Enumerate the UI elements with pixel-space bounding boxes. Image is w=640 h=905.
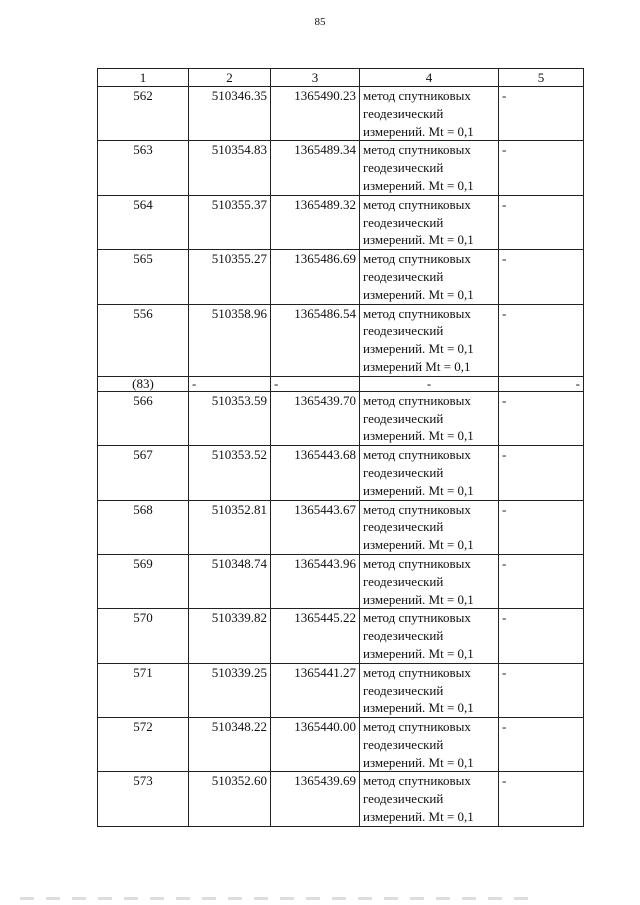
method-line: геодезический: [363, 736, 444, 752]
header-col-5: 5: [499, 69, 584, 87]
method-line: измерений. Mt = 0,1: [363, 232, 474, 248]
method-cell: [360, 87, 499, 141]
coord-x: 510352.60: [189, 772, 271, 826]
table-header: [98, 69, 584, 87]
method-cell: [360, 500, 499, 554]
table-row: [98, 304, 584, 376]
table-row: [98, 500, 584, 554]
coord-y: 1365439.69: [271, 772, 360, 826]
method-line: геодезический: [363, 791, 444, 807]
point-number: 566: [98, 391, 189, 445]
header-col-4: 4: [360, 69, 499, 87]
note-cell: -: [499, 141, 584, 195]
method-line: метод спутниковых: [363, 142, 471, 158]
method-line: геодезический: [363, 410, 444, 426]
note-cell: -: [499, 195, 584, 249]
point-number: 556: [98, 304, 189, 376]
table-row: [98, 195, 584, 249]
note-cell: -: [499, 391, 584, 445]
header-col-2: 2: [189, 69, 271, 87]
coord-x: 510348.22: [189, 718, 271, 772]
table-row: [98, 718, 584, 772]
method-line: метод спутниковых: [363, 719, 471, 735]
method-line: измерений. Mt = 0,1: [363, 428, 474, 444]
method-line: измерений. Mt = 0,1: [363, 177, 474, 193]
coord-x: 510353.52: [189, 446, 271, 500]
coord-x: -: [189, 376, 271, 391]
method-cell: [360, 195, 499, 249]
note-cell: -: [499, 718, 584, 772]
method-line: измерений. Mt = 0,1: [363, 754, 474, 770]
table-row: [98, 609, 584, 663]
method-line: метод спутниковых: [363, 305, 471, 321]
coordinates-table: [97, 68, 584, 827]
method-line: измерений. Mt = 0,1: [363, 809, 474, 825]
method-line: метод спутниковых: [363, 251, 471, 267]
coord-x: 510339.82: [189, 609, 271, 663]
method-cell: [360, 554, 499, 608]
method-line: измерений. Mt = 0,1: [363, 286, 474, 302]
header-col-1: 1: [98, 69, 189, 87]
method-line: метод спутниковых: [363, 88, 471, 103]
method-line: геодезический: [363, 160, 444, 176]
method-line: метод спутниковых: [363, 392, 471, 408]
coord-x: 510358.96: [189, 304, 271, 376]
note-cell: -: [499, 304, 584, 376]
note-cell: -: [499, 376, 584, 391]
point-number: 572: [98, 718, 189, 772]
method-line: геодезический: [363, 519, 444, 535]
table-row: [98, 554, 584, 608]
method-line: метод спутниковых: [363, 196, 471, 212]
table-body: [98, 87, 584, 827]
coord-x: 510346.35: [189, 87, 271, 141]
point-number: 565: [98, 250, 189, 304]
coord-y: 1365486.54: [271, 304, 360, 376]
header-row: [98, 69, 584, 87]
method-cell: [360, 663, 499, 717]
table-row: [98, 141, 584, 195]
method-line: метод спутниковых: [363, 555, 471, 571]
method-line: метод спутниковых: [363, 610, 471, 626]
coord-y: 1365439.70: [271, 391, 360, 445]
method-line: метод спутниковых: [363, 447, 471, 463]
point-number: 567: [98, 446, 189, 500]
point-number: 563: [98, 141, 189, 195]
coord-y: 1365486.69: [271, 250, 360, 304]
coord-x: 510355.37: [189, 195, 271, 249]
table-row: [98, 250, 584, 304]
table-row: [98, 663, 584, 717]
note-cell: -: [499, 663, 584, 717]
point-number: 562: [98, 87, 189, 141]
coord-y: 1365441.27: [271, 663, 360, 717]
method-line: измерений. Mt = 0,1: [363, 123, 474, 139]
note-cell: -: [499, 500, 584, 554]
method-line: измерений. Mt = 0,1: [363, 591, 474, 607]
method-cell: [360, 772, 499, 826]
coord-x: 510339.25: [189, 663, 271, 717]
header-col-3: 3: [271, 69, 360, 87]
coord-x: 510348.74: [189, 554, 271, 608]
table-row: [98, 446, 584, 500]
coord-x: 510353.59: [189, 391, 271, 445]
table-row: [98, 391, 584, 445]
coord-y: -: [271, 376, 360, 391]
method-line: метод спутниковых: [363, 773, 471, 789]
method-cell: [360, 391, 499, 445]
method-line: геодезический: [363, 464, 444, 480]
coord-y: 1365440.00: [271, 718, 360, 772]
method-cell: [360, 446, 499, 500]
method-cell: [360, 250, 499, 304]
coord-x: 510354.83: [189, 141, 271, 195]
method-line: геодезический: [363, 214, 444, 230]
coord-y: 1365490.23: [271, 87, 360, 141]
page-number: 85: [314, 16, 326, 28]
point-number: (83): [98, 376, 189, 391]
method-cell: [360, 141, 499, 195]
coord-y: 1365445.22: [271, 609, 360, 663]
method-line: метод спутниковых: [363, 501, 471, 517]
method-line: геодезический: [363, 323, 444, 339]
point-number: 569: [98, 554, 189, 608]
method-line: геодезический: [363, 628, 444, 644]
coord-y: 1365489.32: [271, 195, 360, 249]
coord-y: 1365489.34: [271, 141, 360, 195]
method-line: геодезический: [363, 573, 444, 589]
note-cell: -: [499, 250, 584, 304]
method-line: метод спутниковых: [363, 664, 471, 680]
point-number: 564: [98, 195, 189, 249]
method-line: геодезический: [363, 682, 444, 698]
method-line: геодезический: [363, 105, 444, 121]
method-cell: -: [360, 376, 499, 391]
method-line: измерений. Mt = 0,1: [363, 341, 474, 357]
scan-artifact: [20, 897, 540, 900]
coord-y: 1365443.68: [271, 446, 360, 500]
point-number: 571: [98, 663, 189, 717]
method-cell: [360, 609, 499, 663]
note-cell: -: [499, 446, 584, 500]
note-cell: -: [499, 87, 584, 141]
note-cell: -: [499, 554, 584, 608]
table-row-separator: [98, 376, 584, 391]
note-cell: -: [499, 609, 584, 663]
note-cell: -: [499, 772, 584, 826]
method-line: измерений Mt = 0,1: [363, 358, 471, 374]
method-line: измерений. Mt = 0,1: [363, 482, 474, 498]
coord-y: 1365443.67: [271, 500, 360, 554]
coord-x: 510355.27: [189, 250, 271, 304]
method-line: геодезический: [363, 268, 444, 284]
method-line: измерений. Mt = 0,1: [363, 645, 474, 661]
coord-x: 510352.81: [189, 500, 271, 554]
point-number: 570: [98, 609, 189, 663]
method-line: измерений. Mt = 0,1: [363, 700, 474, 716]
point-number: 573: [98, 772, 189, 826]
table-row: [98, 772, 584, 826]
method-cell: [360, 718, 499, 772]
table-row: [98, 87, 584, 141]
method-cell: [360, 304, 499, 376]
point-number: 568: [98, 500, 189, 554]
coord-y: 1365443.96: [271, 554, 360, 608]
method-line: измерений. Mt = 0,1: [363, 537, 474, 553]
